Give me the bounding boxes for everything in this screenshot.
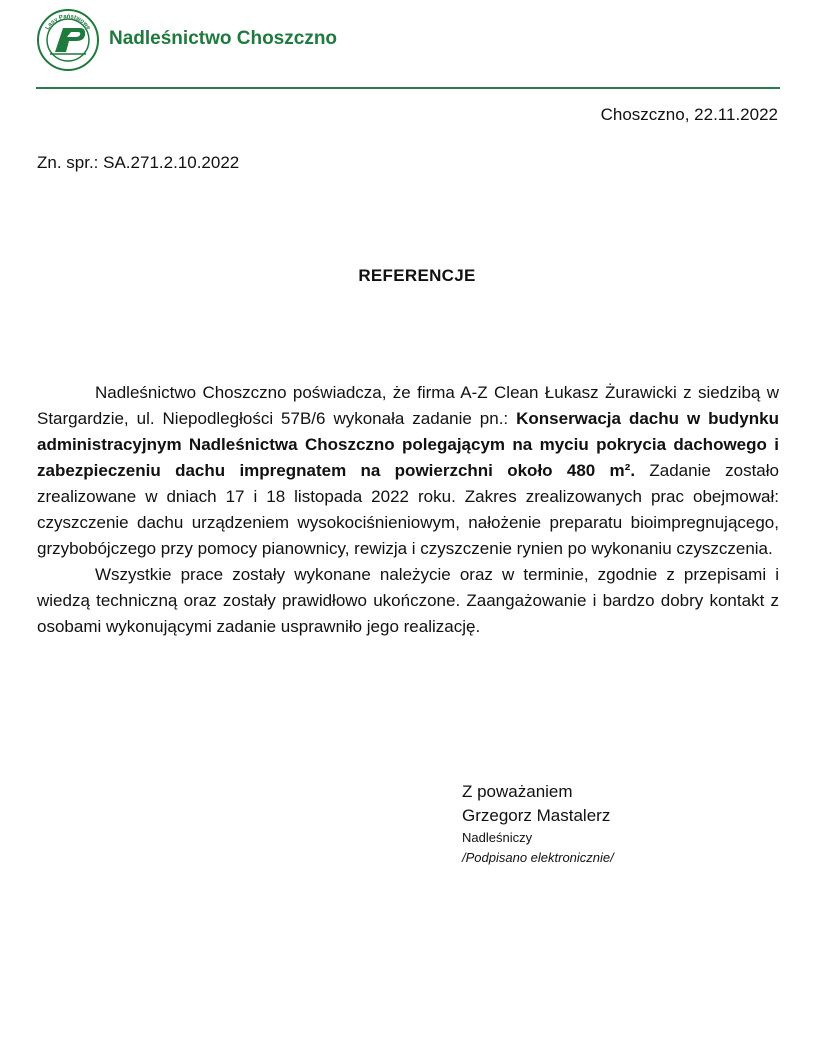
signer-position: Nadleśniczy bbox=[462, 830, 533, 845]
organization-name: Nadleśnictwo Choszczno bbox=[109, 28, 338, 49]
paragraph-1 bbox=[37, 380, 779, 562]
paragraph-2: Wszystkie prace zostały wykonane należycie oraz w terminie, zgodnie z przepisami i wiedzą techniczną oraz zostały prawidłowo ukończone. Zaangażowanie i bardzo dobry kontakt z osobami wykonującymi zadanie usprawniło jego realizację. bbox=[37, 565, 779, 636]
letterhead bbox=[36, 8, 786, 88]
letter-date: Choszczno, 22.11.2022 bbox=[600, 105, 778, 124]
paragraph-1-intro: Nadleśnictwo Choszczno poświadcza, że firma A-Z Clean Łukasz Żurawicki z siedzibą w Stargardzie, ul. Niepodległości 57B/6 wykonała zadanie pn.: bbox=[37, 383, 779, 428]
signer-name: Grzegorz Mastalerz bbox=[462, 806, 611, 825]
case-reference: Zn. spr.: SA.271.2.10.2022 bbox=[37, 153, 240, 172]
closing: Z poważaniem bbox=[462, 782, 573, 801]
document-title: REFERENCJE bbox=[358, 266, 476, 285]
letter-body bbox=[37, 380, 779, 640]
svg-text:Lasy Państwowe: Lasy Państwowe bbox=[44, 13, 92, 32]
paragraph-1-rest: Zadanie zostało zrealizowane w dniach 17 i 18 listopada 2022 roku. Zakres zrealizowanych prac obejmował: czyszczenie dachu urządzeniem wysokociśnieniowym, nałożenie preparatu bioimpregnującego, grzybobójczego przy pomocy pianownicy, rewizja i czyszczenie rynien po wykonaniu czyszczenia. bbox=[37, 461, 779, 558]
signature-block bbox=[462, 780, 614, 868]
lasy-panstwowe-logo-icon bbox=[36, 8, 100, 72]
task-description: Konserwacja dachu w budynku administracyjnym Nadleśnictwa Choszczno polegającym na myciu pokrycia dachowego i zabezpieczeniu dachu impregnatem na powierzchni około 480 m². bbox=[37, 409, 779, 480]
header-divider bbox=[36, 87, 780, 89]
electronic-signature-note: /Podpisano elektronicznie/ bbox=[462, 850, 614, 865]
